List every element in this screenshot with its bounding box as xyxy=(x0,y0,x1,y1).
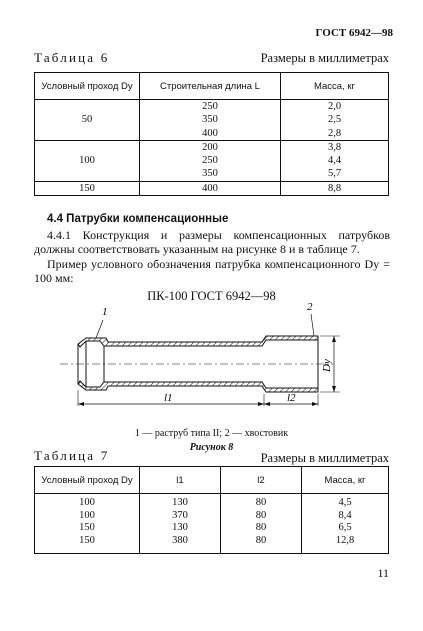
table-cell: 50 xyxy=(35,100,140,141)
table7-units: Размеры в миллиметрах xyxy=(260,451,389,465)
table-cell: 2,0 xyxy=(281,100,389,114)
dim-l1-label: l1 xyxy=(164,392,173,404)
paragraph-example: Пример условного обозначения патрубка компенсационного Dy = 100 мм: xyxy=(34,257,390,285)
table-cell: 100 xyxy=(35,494,140,510)
table-cell: 100 xyxy=(35,140,140,181)
col-header-l2: l2 xyxy=(221,467,302,494)
table-cell: 400 xyxy=(140,181,281,195)
figure-label-1: 1 xyxy=(102,306,108,318)
table-cell: 80 xyxy=(221,522,302,535)
table-cell: 8,8 xyxy=(281,181,389,195)
table-cell: 3,8 xyxy=(281,140,389,154)
table-cell: 130 xyxy=(140,522,221,535)
dim-l2-label: l2 xyxy=(287,392,296,404)
table-cell: 250 xyxy=(140,100,281,114)
table-cell: 350 xyxy=(140,113,281,126)
table-7 xyxy=(34,466,389,554)
table-cell: 8,4 xyxy=(302,510,389,523)
document-code: ГОСТ 6942—98 xyxy=(315,27,393,39)
table-cell: 370 xyxy=(140,510,221,523)
section-title: 4.4 Патрубки компенсационные xyxy=(47,213,229,225)
pipe-wall-bottom xyxy=(78,381,318,392)
paragraph-4-4-1: 4.4.1 Конструкция и размеры компенсационных патрубков должны соответствовать указанным на рисунке 8 и в таблице 7. xyxy=(34,228,390,256)
table6-caption: Таблица 6 xyxy=(34,50,110,65)
col-header-mass: Масса, кг xyxy=(302,467,389,494)
table-cell: 4,5 xyxy=(302,494,389,510)
table-cell: 80 xyxy=(221,535,302,554)
table-cell: 150 xyxy=(35,535,140,554)
table-cell: 80 xyxy=(221,494,302,510)
table-cell: 130 xyxy=(140,494,221,510)
table-cell: 400 xyxy=(140,127,281,141)
col-header-l1: l1 xyxy=(140,467,221,494)
table7-caption: Таблица 7 xyxy=(34,448,110,463)
table-cell: 12,8 xyxy=(302,535,389,554)
figure-caption: Рисунок 8 xyxy=(189,442,234,453)
figure-label-2: 2 xyxy=(307,301,313,313)
table-cell: 250 xyxy=(140,154,281,167)
col-header-dn: Условный проход Dy xyxy=(35,73,140,100)
table-cell: 4,4 xyxy=(281,154,389,167)
table-cell: 200 xyxy=(140,140,281,154)
table-cell: 100 xyxy=(35,510,140,523)
table6-units: Размеры в миллиметрах xyxy=(260,51,389,65)
leader-1 xyxy=(96,320,103,338)
leader-2 xyxy=(311,314,314,336)
table-cell: 5,7 xyxy=(281,167,389,181)
table-cell: 350 xyxy=(140,167,281,181)
col-header-mass: Масса, кг xyxy=(281,73,389,100)
figure-legend: 1 — раструб типа II; 2 — хвостовик xyxy=(134,428,289,439)
page-number: 11 xyxy=(377,566,389,580)
table-cell: 2,5 xyxy=(281,113,389,126)
dim-dy-label: Dy xyxy=(321,359,333,372)
designation-example: ПК-100 ГОСТ 6942—98 xyxy=(147,289,276,303)
table-cell: 150 xyxy=(35,522,140,535)
pipe-wall-top xyxy=(78,336,318,347)
table-6 xyxy=(34,72,389,196)
table-cell: 80 xyxy=(221,510,302,523)
table-cell: 6,5 xyxy=(302,522,389,535)
table-cell: 150 xyxy=(35,181,140,195)
col-header-length: Строительная длина L xyxy=(140,73,281,100)
table-cell: 2,8 xyxy=(281,127,389,141)
table-cell: 380 xyxy=(140,535,221,554)
figure-8-drawing xyxy=(0,298,423,423)
col-header-dn: Условный проход Dy xyxy=(35,467,140,494)
